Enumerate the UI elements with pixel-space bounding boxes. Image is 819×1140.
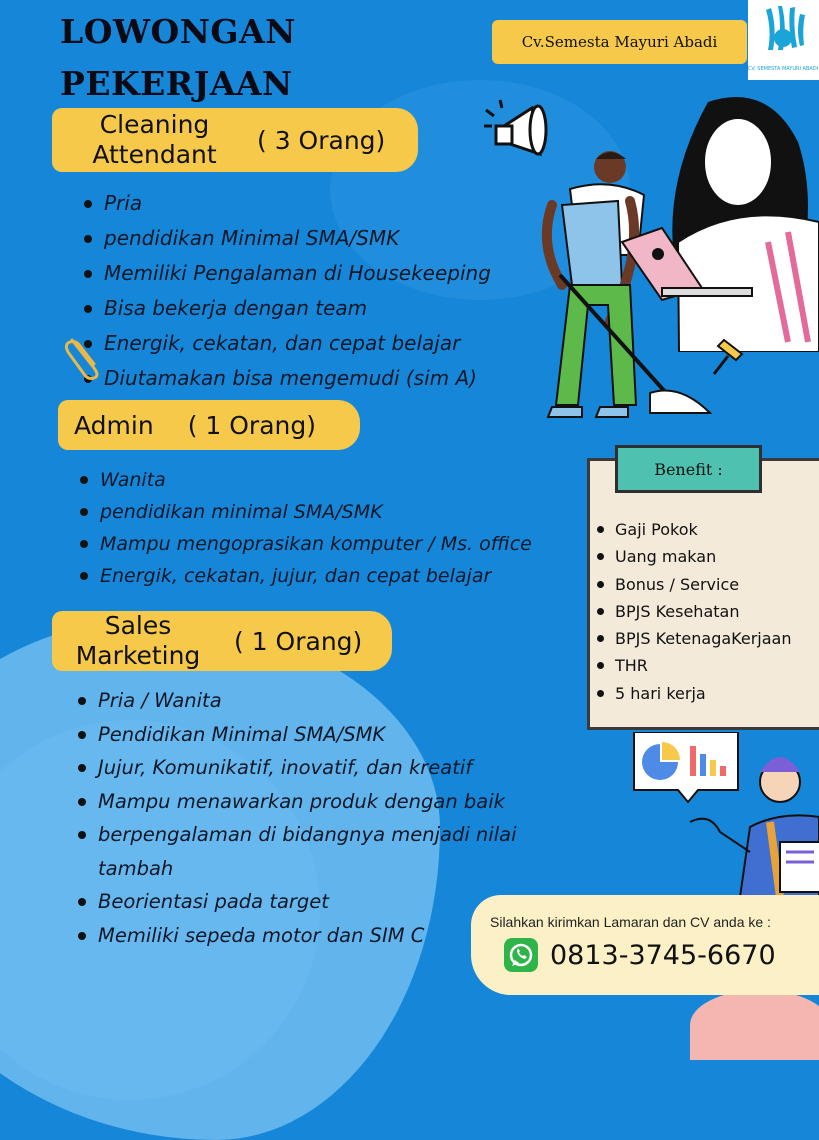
- list-item: Pendidikan Minimal SMA/SMK: [76, 718, 531, 752]
- list-item: Memiliki Pengalaman di Housekeeping: [82, 256, 491, 291]
- presenter-illustration: [630, 732, 819, 897]
- job-count: ( 1 Orang): [234, 626, 363, 656]
- list-item: Mampu menawarkan produk dengan baik: [76, 785, 531, 819]
- contact-instruction: Silahkan kirimkan Lamaran dan CV anda ke :: [490, 914, 771, 930]
- list-item: Bonus / Service: [597, 571, 791, 598]
- woman-laptop-illustration: [618, 92, 819, 352]
- list-item: Diutamakan bisa mengemudi (sim A): [82, 361, 491, 396]
- job-title-sales-marketing: [52, 611, 392, 671]
- job-role-line-2: Marketing: [75, 641, 201, 670]
- title-line-1: LOWONGAN: [60, 12, 296, 51]
- list-item: Mampu mengoprasikan komputer / Ms. office: [78, 528, 532, 560]
- job-role-line-1: Cleaning: [99, 110, 210, 139]
- list-item: 5 hari kerja: [597, 680, 791, 707]
- decorative-blob: [690, 990, 819, 1060]
- job-title-admin: [58, 400, 360, 450]
- benefit-list: [597, 516, 791, 707]
- svg-text:CV. SEMESTA MAYURI ABADI: CV. SEMESTA MAYURI ABADI: [748, 66, 819, 72]
- job-role: [52, 110, 257, 170]
- list-item: Energik, cekatan, jujur, dan cepat belajar: [78, 560, 532, 592]
- list-item: Wanita: [78, 464, 532, 496]
- requirements-list-sales: [76, 684, 531, 952]
- job-title-cleaning-attendant: [52, 108, 418, 172]
- list-item: BPJS KetenagaKerjaan: [597, 625, 791, 652]
- list-item: pendidikan Minimal SMA/SMK: [82, 221, 491, 256]
- list-item: berpengalaman di bidangnya menjadi nilai tambah: [76, 818, 531, 885]
- list-item: Energik, cekatan, dan cepat belajar: [82, 326, 491, 361]
- list-item: Jujur, Komunikatif, inovatif, dan kreatif: [76, 751, 531, 785]
- whatsapp-icon: [504, 938, 538, 972]
- benefit-title: Benefit :: [615, 445, 762, 493]
- job-count: ( 1 Orang): [187, 410, 316, 440]
- list-item: Beorientasi pada target: [76, 885, 531, 919]
- phone-number[interactable]: 0813-3745-6670: [550, 940, 776, 971]
- job-count: ( 3 Orang): [257, 125, 386, 155]
- list-item: THR: [597, 652, 791, 679]
- list-item: Pria / Wanita: [76, 684, 531, 718]
- paperclip-icon: [64, 332, 108, 382]
- page-title: [60, 6, 296, 110]
- requirements-list-cleaning: [82, 186, 491, 396]
- company-badge: Cv.Semesta Mayuri Abadi: [492, 20, 747, 64]
- list-item: Gaji Pokok: [597, 516, 791, 543]
- list-item: Pria: [82, 186, 491, 221]
- title-line-2: PEKERJAAN: [60, 64, 293, 103]
- list-item: pendidikan minimal SMA/SMK: [78, 496, 532, 528]
- list-item: Bisa bekerja dengan team: [82, 291, 491, 326]
- list-item: Uang makan: [597, 543, 791, 570]
- job-role: Admin: [74, 410, 154, 440]
- requirements-list-admin: [78, 464, 532, 592]
- company-logo: [748, 0, 819, 80]
- job-role: [52, 611, 224, 671]
- job-role-line-2: Attendant: [92, 140, 217, 169]
- job-role-line-1: Sales: [104, 611, 172, 640]
- list-item: Memiliki sepeda motor dan SIM C: [76, 919, 531, 953]
- pin-icon: [710, 330, 754, 380]
- list-item: BPJS Kesehatan: [597, 598, 791, 625]
